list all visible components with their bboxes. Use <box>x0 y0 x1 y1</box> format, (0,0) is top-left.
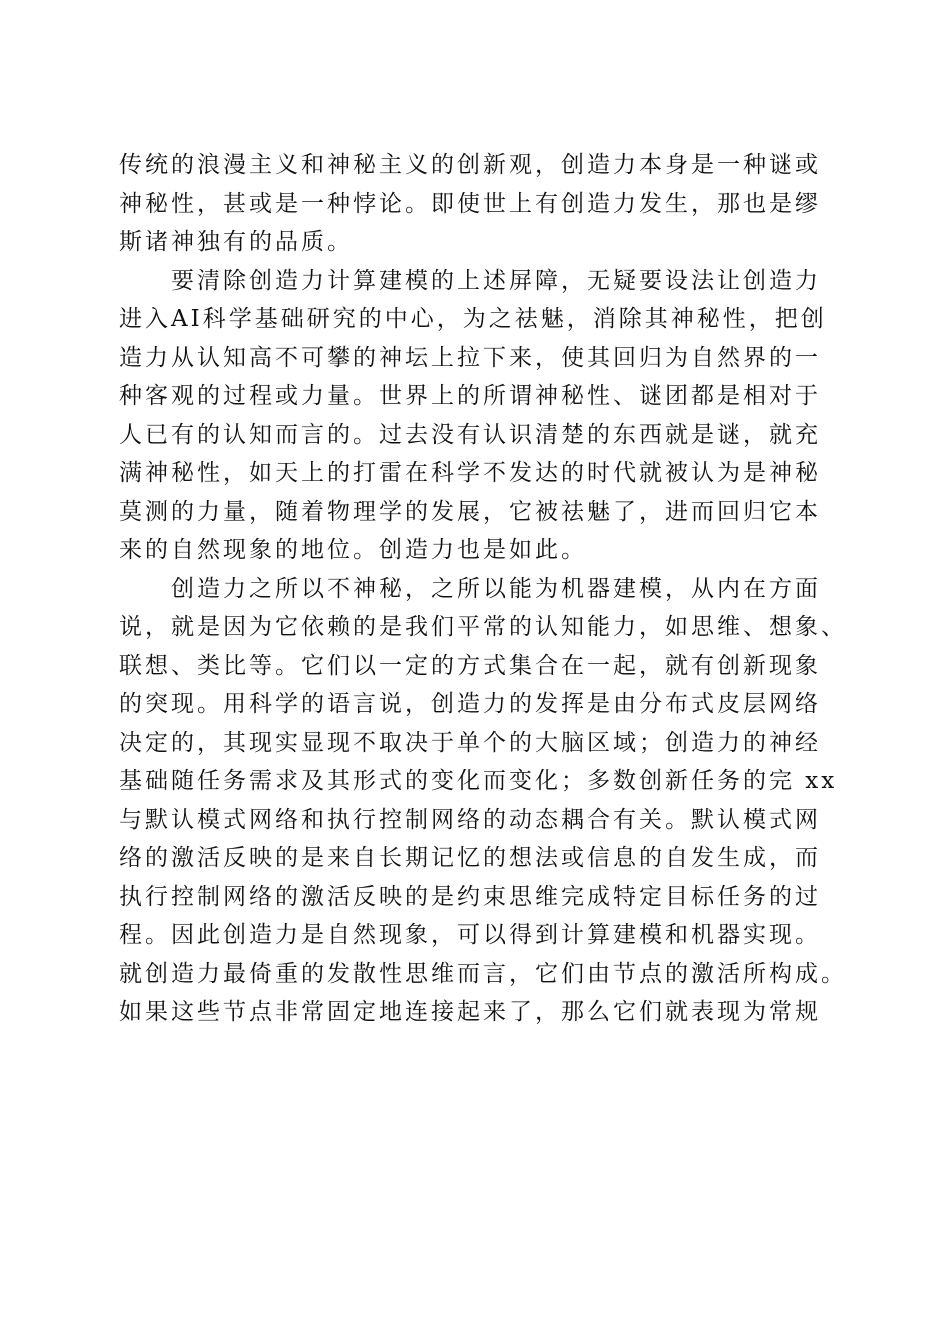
paragraph-start-line: 创造力之所以不神秘，之所以能为机器建模，从内在方面 <box>171 575 821 602</box>
text-line: 种客观的过程或力量。世界上的所谓神秘性、谜团都是相对于 <box>119 383 821 409</box>
text-line: 的突现。用科学的语言说，创造力的发挥是由分布式皮层网络 <box>119 691 821 717</box>
text-line: 斯诸神独有的品质。 <box>119 229 353 255</box>
text-line: 基础随任务需求及其形式的变化而变化；多数创新任务的完 xx <box>119 768 838 794</box>
text-line: 来的自然现象的地位。创造力也是如此。 <box>119 537 587 563</box>
paragraph-start-line: 要清除创造力计算建模的上述屏障，无疑要设法让创造力 <box>171 267 821 294</box>
text-line: 莫测的力量，随着物理学的发展，它被祛魅了，进而回归它本 <box>119 498 821 525</box>
text-line: 执行控制网络的激活反映的是约束思维完成特定目标任务的过 <box>119 883 821 910</box>
text-line: 如果这些节点非常固定地连接起来了，那么它们就表现为常规 <box>119 999 821 1025</box>
text-line: 联想、类比等。它们以一定的方式集合在一起，就有创新现象 <box>119 652 821 679</box>
text-line: 满神秘性，如天上的打雷在科学不发达的时代就被认为是神秘 <box>119 460 821 486</box>
text-line: 就创造力最倚重的发散性思维而言，它们由节点的激活所构成。 <box>119 960 847 987</box>
text-line: 决定的，其现实显现不取决于单个的大脑区域；创造力的神经 <box>119 729 821 756</box>
text-line: 造力从认知高不可攀的神坛上拉下来，使其回归为自然界的一 <box>119 344 821 371</box>
text-line: 神秘性，甚或是一种悖论。即使世上有创造力发生，那也是缪 <box>119 190 821 217</box>
text-line: 进入AI科学基础研究的中心，为之祛魅，消除其神秘性，把创 <box>119 306 827 332</box>
text-line: 说，就是因为它依赖的是我们平常的认知能力，如思维、想象、 <box>119 614 847 640</box>
body-text <box>119 146 847 1032</box>
text-line: 人已有的认知而言的。过去没有认识清楚的东西就是谜，就充 <box>119 421 821 448</box>
text-line: 络的激活反映的是来自长期记忆的想法或信息的自发生成，而 <box>119 845 821 871</box>
text-line: 程。因此创造力是自然现象，可以得到计算建模和机器实现。 <box>119 922 821 948</box>
text-line: 与默认模式网络和执行控制网络的动态耦合有关。默认模式网 <box>119 806 821 833</box>
text-line: 传统的浪漫主义和神秘主义的创新观，创造力本身是一种谜或 <box>119 152 821 178</box>
